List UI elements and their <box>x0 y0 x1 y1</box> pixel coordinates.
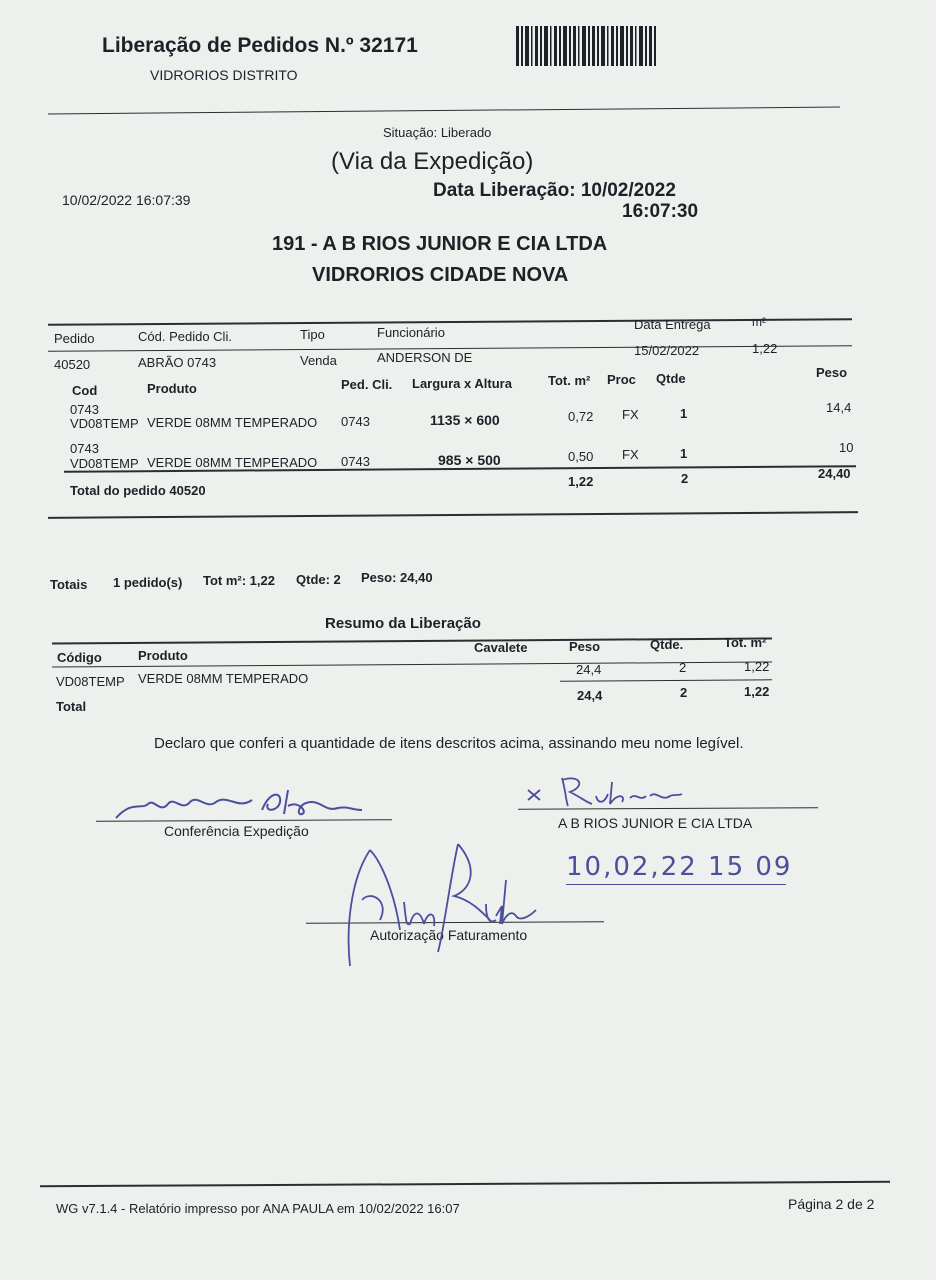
footer-rule <box>40 1181 890 1187</box>
item-proc: FX <box>622 447 639 462</box>
order-total-m2: 1,22 <box>568 474 594 489</box>
col-pedido: Pedido <box>54 331 95 346</box>
order-delivery-date: 15/02/2022 <box>634 343 700 358</box>
col-funcionario: Funcionário <box>377 325 445 340</box>
items-col-proc: Proc <box>607 372 636 387</box>
summary-total-weight: 24,4 <box>577 688 603 703</box>
item-ped-cli: 0743 <box>341 454 370 469</box>
item-dimensions: 1135 × 600 <box>430 412 500 428</box>
page-number: Página 2 de 2 <box>788 1196 875 1212</box>
order-number: 40520 <box>54 357 91 372</box>
item-ped-cli: 0743 <box>341 414 370 429</box>
item-qtde: 1 <box>680 446 688 461</box>
signature-autorizacao <box>340 840 540 970</box>
summary-row-code: VD08TEMP <box>56 674 125 689</box>
summary-row-qtde: 2 <box>679 660 687 675</box>
order-total-peso: 24,40 <box>818 466 851 481</box>
page-title: Liberação de Pedidos N.º 32171 <box>102 34 418 57</box>
summary-col-cavalete: Cavalete <box>474 640 528 655</box>
summary-col-tot-m2: Tot. m² <box>724 635 767 650</box>
summary-total-qtde: 2 <box>680 685 688 700</box>
order-total-label: Total do pedido 40520 <box>70 483 206 498</box>
order-employee: ANDERSON DE <box>377 350 473 365</box>
summary-col-peso: Peso <box>569 639 601 654</box>
summary-total-label: Total <box>56 699 87 714</box>
totals-weight: Peso: 24,40 <box>361 570 433 585</box>
item-peso: 10 <box>839 440 854 455</box>
items-col-cod: Cod <box>72 383 98 398</box>
footer-report-info: WG v7.1.4 - Relatório impresso por ANA PAULA em 10/02/2022 16:07 <box>56 1201 460 1216</box>
summary-row-m2: 1,22 <box>744 659 770 674</box>
release-time: 16:07:30 <box>622 201 699 222</box>
summary-row-weight: 24,4 <box>576 662 602 677</box>
item-ref: 0743 <box>70 441 99 456</box>
via-title: (Via da Expedição) <box>331 148 534 175</box>
company-name: VIDRORIOS DISTRITO <box>150 67 298 83</box>
summary-total-m2: 1,22 <box>744 684 770 699</box>
items-col-largura-altura: Largura x Altura <box>412 376 512 391</box>
order-type: Venda <box>300 353 337 368</box>
client-name: 191 - A B RIOS JUNIOR E CIA LTDA <box>272 233 608 255</box>
items-col-produto: Produto <box>147 381 197 396</box>
item-qtde: 1 <box>680 406 688 421</box>
header-divider <box>48 107 840 115</box>
col-m2: m² <box>752 315 766 329</box>
conferencia-label: Conferência Expedição <box>164 823 309 839</box>
summary-row-product: VERDE 08MM TEMPERADO <box>138 671 309 686</box>
barcode <box>516 26 656 66</box>
autorizacao-label: Autorização Faturamento <box>370 927 528 943</box>
item-peso: 14,4 <box>826 400 852 415</box>
items-col-ped-cli: Ped. Cli. <box>341 377 393 392</box>
items-col-tot-m2: Tot. m² <box>548 373 591 388</box>
totals-orders: 1 pedido(s) <box>113 575 183 590</box>
signature-cliente <box>522 772 692 812</box>
item-proc: FX <box>622 407 639 422</box>
items-col-peso: Peso <box>816 365 848 380</box>
totals-m2: Tot m²: 1,22 <box>203 573 275 588</box>
col-tipo: Tipo <box>300 327 325 342</box>
handwritten-date: 10,02,22 15 09 <box>566 852 793 882</box>
status-text: Situação: Liberado <box>383 125 492 140</box>
order-m2: 1,22 <box>752 341 778 356</box>
totals-label: Totais <box>50 577 88 592</box>
items-col-qtde: Qtde <box>656 371 686 386</box>
order-bottom-rule <box>48 511 858 519</box>
summary-col-qtde: Qtde. <box>650 637 684 652</box>
summary-col-produto: Produto <box>138 648 188 663</box>
item-tot-m2: 0,72 <box>568 409 594 424</box>
item-code: VD08TEMP <box>70 416 139 431</box>
client-signature-label: A B RIOS JUNIOR E CIA LTDA <box>558 815 753 831</box>
item-code: VD08TEMP <box>70 456 139 471</box>
declaration-text: Declaro que conferi a quantidade de itens descritos acima, assinando meu nome legível. <box>154 735 744 752</box>
item-product: VERDE 08MM TEMPERADO <box>147 415 318 430</box>
release-date: Data Liberação: 10/02/2022 <box>433 180 676 201</box>
summary-col-codigo: Código <box>57 650 102 665</box>
summary-title: Resumo da Liberação <box>325 615 481 632</box>
order-top-rule <box>48 318 852 326</box>
item-product: VERDE 08MM TEMPERADO <box>147 455 318 470</box>
item-ref: 0743 <box>70 402 99 417</box>
totals-qtde: Qtde: 2 <box>296 572 341 587</box>
col-cod-pedido-cli: Cód. Pedido Cli. <box>138 329 232 344</box>
item-dimensions: 985 × 500 <box>438 452 501 468</box>
printed-datetime: 10/02/2022 16:07:39 <box>62 192 191 208</box>
summary-total-rule <box>560 679 772 681</box>
order-total-qtde: 2 <box>681 471 689 486</box>
order-client-code: ABRÃO 0743 <box>138 355 217 370</box>
signature-conferencia <box>112 780 382 828</box>
col-data-entrega: Data Entrega <box>634 317 711 332</box>
client-store: VIDRORIOS CIDADE NOVA <box>312 264 569 286</box>
item-tot-m2: 0,50 <box>568 449 594 464</box>
handwritten-date-underline <box>566 884 786 885</box>
